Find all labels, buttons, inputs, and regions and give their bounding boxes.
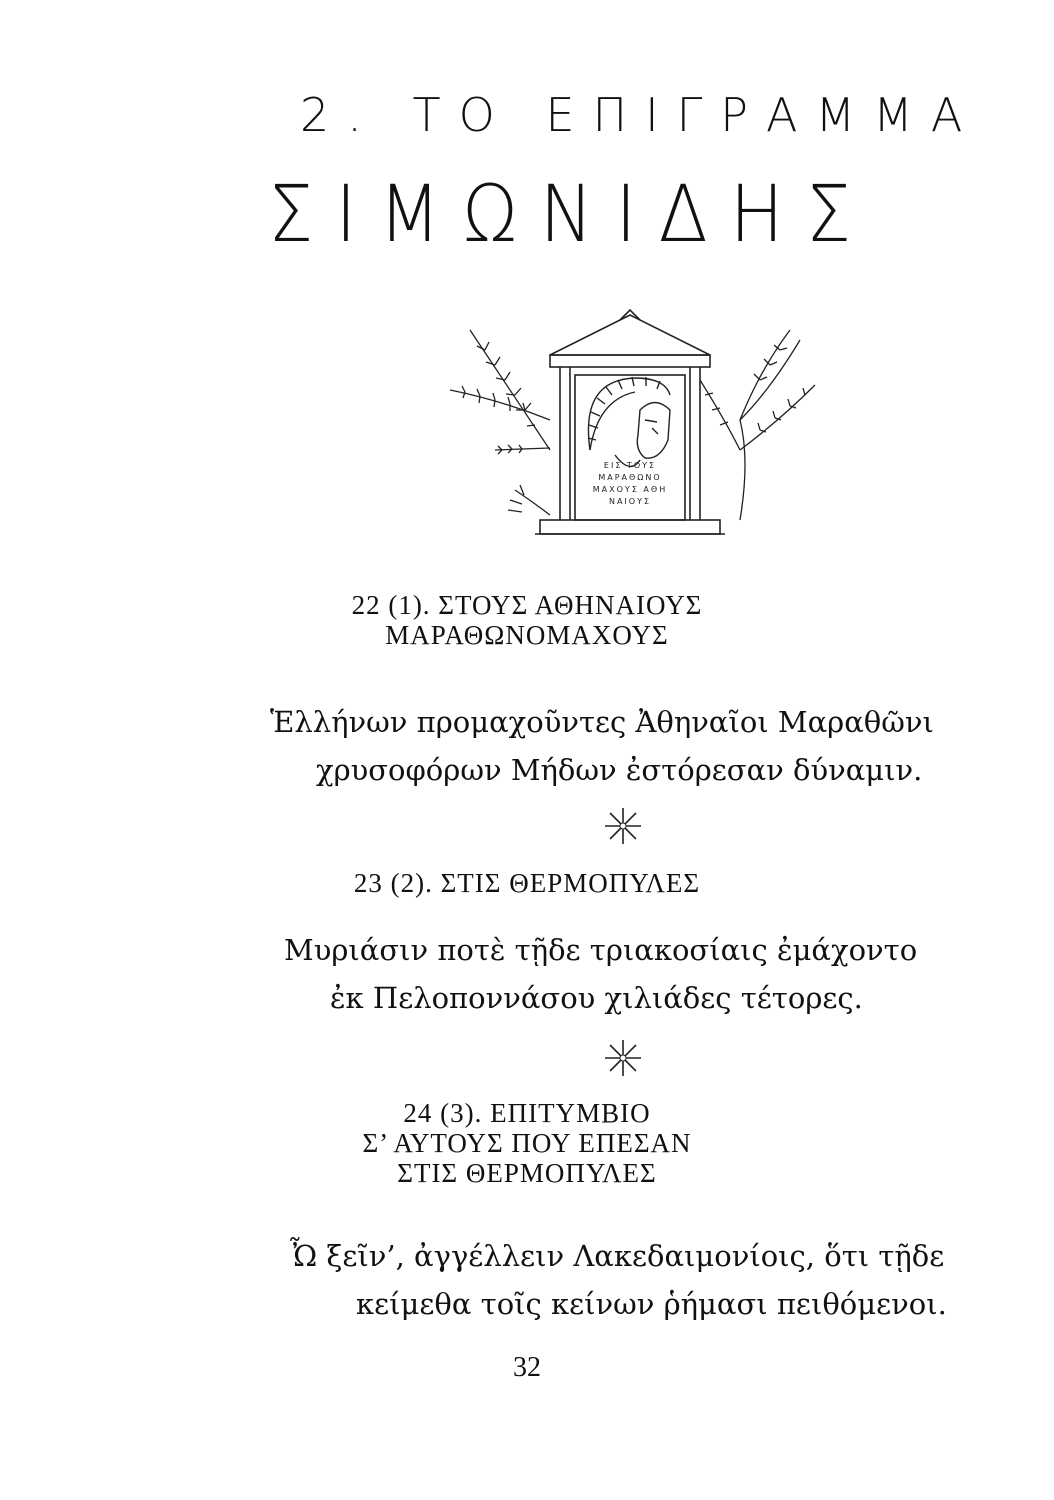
inscription-text: [593, 461, 667, 506]
author-name: ΣΙΜΩΝΙΔΗΣ: [268, 170, 874, 260]
olive-branch-left-icon: [450, 330, 550, 515]
page-number: 32: [513, 1352, 541, 1383]
olive-branch-right-icon: [700, 330, 815, 520]
star-ornament-icon: [603, 806, 643, 846]
helmet-icon: [588, 377, 670, 466]
stele-illustration: [440, 300, 820, 550]
poem-heading-line: 24 (3). ΕΠΙΤΥΜΒΙΟ: [403, 1098, 651, 1128]
poem-heading-line: ΜΑΡΑΘΩΝΟΜΑΧΟΥΣ: [385, 620, 669, 650]
poem-1-line-2: χρυσοφόρων Μήδων ἐστόρεσαν δύναμιν.: [316, 753, 923, 787]
poem-heading-1: [0, 590, 1054, 650]
svg-text:ΕΙΣ ΤΟΥΣ: ΕΙΣ ΤΟΥΣ: [603, 461, 657, 470]
poem-heading-2: [0, 868, 1054, 898]
section-title: 2. ΤΟ ΕΠΙΓΡΑΜΜΑ: [300, 88, 981, 142]
svg-text:ΜΑΧΟΥΣ ΑΘΗ: ΜΑΧΟΥΣ ΑΘΗ: [592, 485, 668, 494]
poem-heading-line: 23 (2). ΣΤΙΣ ΘΕΡΜΟΠΥΛΕΣ: [353, 868, 701, 898]
poem-1-line-1: Ἑλλήνων προμαχοῦντες Ἀθηναῖοι Μαραθῶνι: [270, 705, 934, 739]
poem-heading-line: ΣΤΙΣ ΘΕΡΜΟΠΥΛΕΣ: [397, 1158, 657, 1188]
star-ornament-icon: [603, 1038, 643, 1078]
poem-heading-line: 22 (1). ΣΤΟΥΣ ΑΘΗΝΑΙΟΥΣ: [351, 590, 703, 620]
svg-text:ΝΑΙΟΥΣ: ΝΑΙΟΥΣ: [608, 497, 652, 506]
poem-2-line-1: Μυριάσιν ποτὲ τῇδε τριακοσίαις ἐμάχοντο: [284, 933, 918, 967]
poem-heading-3: [0, 1098, 1054, 1188]
poem-3-line-2: κείμεθα τοῖς κείνων ῥήμασι πειθόμενοι.: [356, 1287, 947, 1321]
poem-heading-line: Σ’ ΑΥΤΟΥΣ ΠΟΥ ΕΠΕΣΑΝ: [362, 1128, 692, 1158]
svg-text:ΜΑΡΑΘΩΝΟ: ΜΑΡΑΘΩΝΟ: [598, 473, 662, 482]
poem-2-line-2: ἐκ Πελοποννάσου χιλιάδες τέτορες.: [330, 981, 863, 1015]
poem-3-line-1: Ὦ ξεῖν’, ἀγγέλλειν Λακεδαιμονίοις, ὅτι τῇδε: [290, 1239, 945, 1273]
